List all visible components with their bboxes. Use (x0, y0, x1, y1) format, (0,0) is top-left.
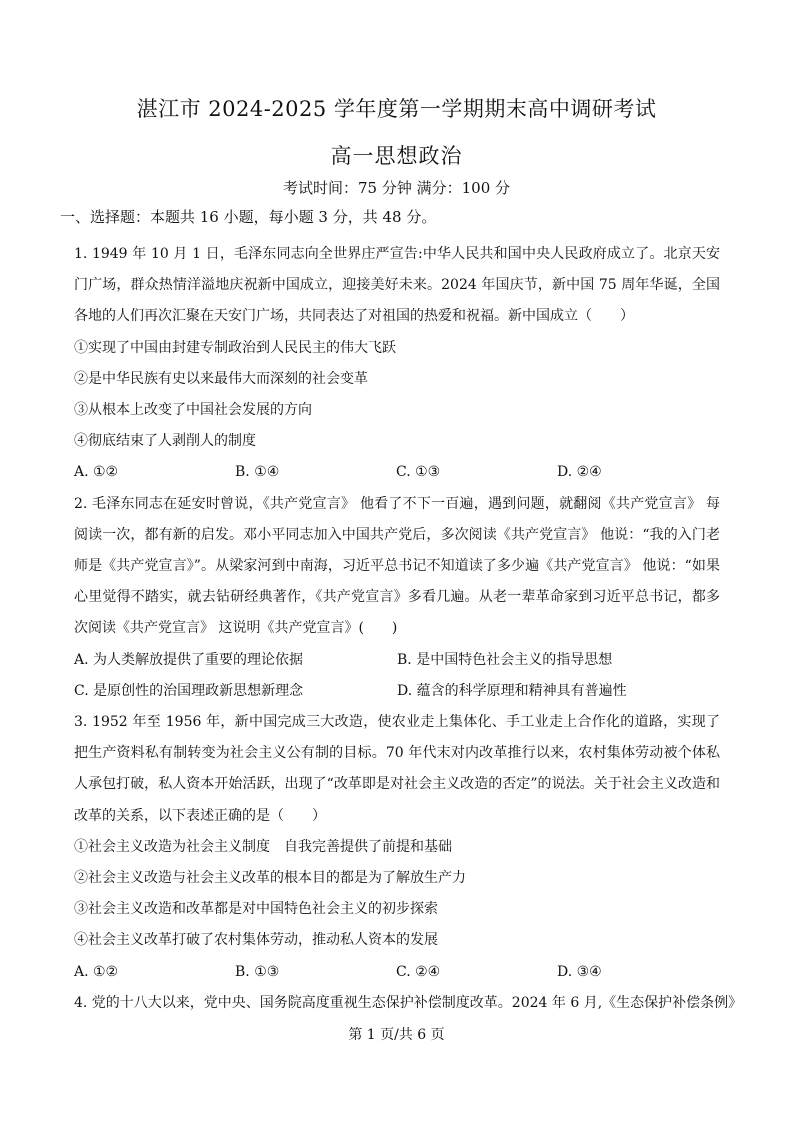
question-3-option-b: B. ①③ (235, 963, 280, 980)
page-number: 第 1 页/共 6 页 (348, 1027, 445, 1043)
question-3-option-c: C. ②④ (396, 963, 441, 980)
section-heading: 一、选择题：本题共 16 小题，每小题 3 分，共 48 分。 (60, 208, 437, 226)
question-3-item-2: ②社会主义改造与社会主义改革的根本目的都是为了解放生产力 (74, 870, 466, 887)
question-3-option-d: D. ③④ (557, 963, 602, 980)
question-2-option-b: B. 是中国特色社会主义的指导思想 (397, 651, 613, 668)
question-3-item-4: ④社会主义改革打破了农村集体劳动，推动私人资本的发展 (74, 932, 438, 949)
question-3-item-3: ③社会主义改造和改革都是对中国特色社会主义的初步探索 (74, 901, 438, 918)
question-3-stem: 3. 1952 年至 1956 年，新中国完成三大改造，使农业走上集体化、手工业走上合作化的道路，实现了把生产资料私有制转变为社会主义公有制的目标。70 年代末对内改革推行以来，农村集体劳动被个体私人承包打破，私人资本开始活跃，出现了“改革即是对社会主义改造的否定”的说法。关于社会主义改造和改革的关系，以下表述正确的是（ ） (74, 714, 720, 824)
question-1-stem: 1. 1949 年 10 月 1 日，毛泽东同志向全世界庄严宣告:中华人民共和国中央人民政府成立了。北京天安门广场，群众热情洋溢地庆祝新中国成立，迎接美好未来。2024 年国庆节，新中国 75 周年华诞，全国各地的人们再次汇聚在天安门广场，共同表达了对祖国的热爱和祝福。新中国成立（ ） (74, 246, 720, 325)
question-2-option-c: C. 是原创性的治国理政新思想新理念 (74, 682, 304, 699)
question-2-stem: 2. 毛泽东同志在延安时曾说，《共产党宣言》 他看了不下一百遍，遇到问题，就翻阅《共产党宣言》 每阅读一次，都有新的启发。邓小平同志加入中国共产党后，多次阅读《共产党宣言》 他说：“我的入门老师是《共产党宣言》”。从梁家河到中南海，习近平总书记不知道读了多少遍《共产党宣言》 他说：“如果心里觉得不踏实，就去钻研经典著作，《共产党宣言》多看几遍。从老一辈革命家到习近平总书记，都多次阅读《共产党宣言》 这说明《共产党宣言》( ) (74, 495, 720, 637)
exam-title: 湛江市 2024-2025 学年度第一学期期末高中调研考试 (136, 97, 657, 121)
question-1-item-3: ③从根本上改变了中国社会发展的方向 (74, 402, 312, 419)
question-1-item-4: ④彻底结束了人剥削人的制度 (74, 433, 256, 450)
question-2-option-a: A. 为人类解放提供了重要的理论依据 (74, 651, 304, 668)
question-3-option-a: A. ①② (74, 963, 119, 980)
question-1-option-a: A. ①② (74, 464, 119, 481)
exam-subject: 高一思想政治 (330, 144, 463, 168)
question-3-item-1: ①社会主义改造为社会主义制度 自我完善提供了前提和基础 (74, 838, 452, 855)
question-1-option-c: C. ①③ (396, 464, 441, 481)
question-1-option-b: B. ①④ (235, 464, 280, 481)
question-2-options-row-2 (74, 676, 720, 707)
exam-info: 考试时间：75 分钟 满分：100 分 (282, 179, 511, 197)
questions-content (74, 239, 743, 1019)
question-1-item-2: ②是中华民族有史以来最伟大而深刻的社会变革 (74, 370, 368, 387)
question-1-item-1: ①实现了中国由封建专制政治到人民民主的伟大飞跃 (74, 339, 396, 356)
question-4-stem: 4. 党的十八大以来，党中央、国务院高度重视生态保护补偿制度改革。2024 年 6 月,《生态保护补偿条例》 (74, 994, 743, 1011)
question-2-options-row-1 (74, 645, 720, 676)
question-2-option-d: D. 蕴含的科学原理和精神具有普遍性 (397, 682, 627, 699)
question-1-option-d: D. ②④ (557, 464, 602, 481)
question-1-options (74, 457, 720, 488)
question-3-options (74, 957, 720, 988)
